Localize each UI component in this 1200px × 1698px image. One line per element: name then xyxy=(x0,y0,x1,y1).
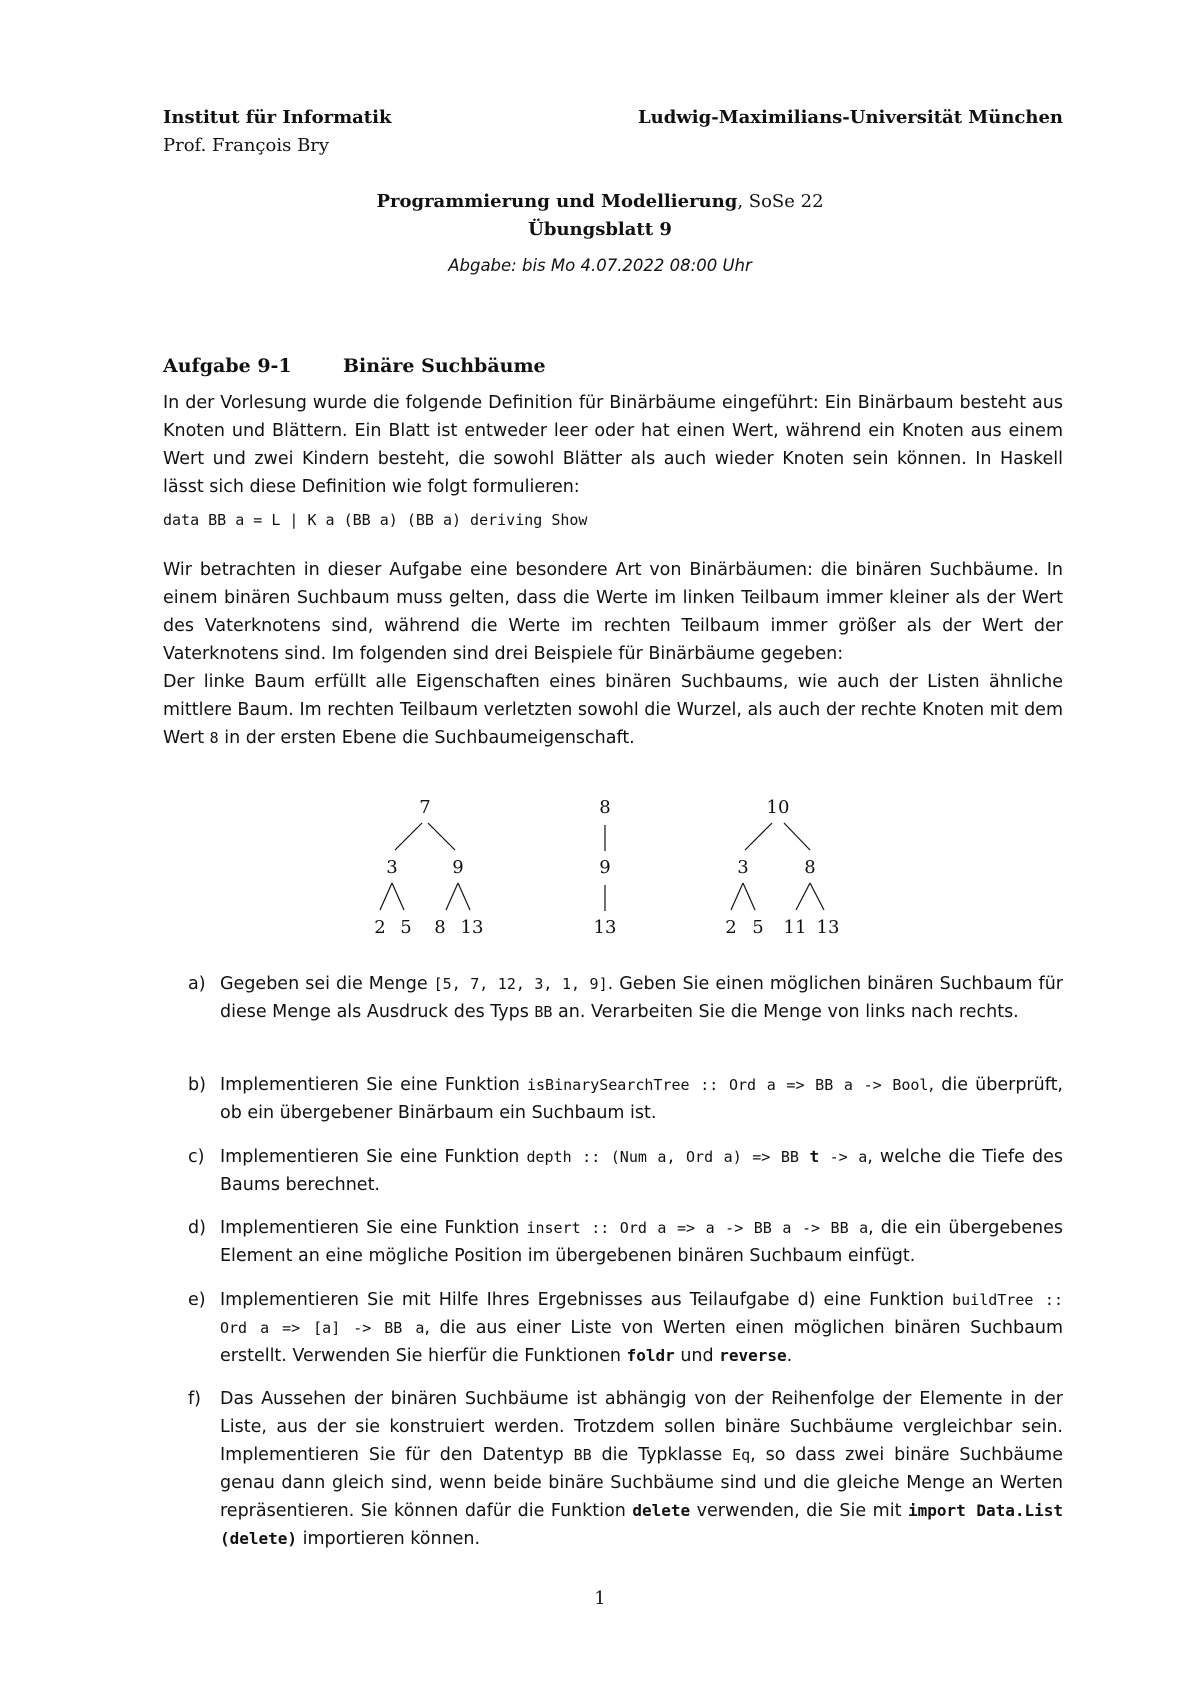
node: 3 xyxy=(386,857,398,878)
subtask-body xyxy=(220,970,1063,1026)
subtask-label: f) xyxy=(188,1389,201,1409)
text: Implementieren Sie eine Funktion xyxy=(220,1218,527,1238)
text: . xyxy=(786,1346,793,1366)
node: 8 xyxy=(434,917,446,938)
code: Eq xyxy=(732,1446,751,1464)
text: , so dass zwei binäre Suchbäume genau dann gleich sind, wenn beide binäre Suchbäume sind und die gleiche Menge an Werten repräsentieren. Sie können dafür die Funktion xyxy=(220,1445,1063,1521)
professor-name: Prof. François Bry xyxy=(163,135,330,156)
subtask-body xyxy=(220,1071,1063,1127)
edge xyxy=(380,883,392,910)
node: 2 xyxy=(725,917,737,938)
text: importieren können. xyxy=(297,1529,481,1549)
code: BB xyxy=(573,1446,592,1464)
code: isBinarySearchTree :: Ord a => BB a -> Bool xyxy=(527,1076,929,1094)
explanation-paragraph xyxy=(163,556,1063,752)
left-tree xyxy=(374,797,483,938)
course-term: , SoSe 22 xyxy=(737,191,824,212)
subtask-c xyxy=(188,1143,1063,1199)
node: 13 xyxy=(460,917,484,938)
course-title xyxy=(0,188,1200,216)
task-number: Aufgabe 9-1 xyxy=(163,355,292,377)
text: an. Verarbeiten Sie die Menge von links nach rechts. xyxy=(552,1002,1019,1022)
subtask-f xyxy=(188,1385,1063,1553)
edge xyxy=(731,883,743,910)
text: , die ein übergebenes Element an eine mögliche Position im übergebenen binären Suchbaum einfügt. xyxy=(220,1218,1063,1266)
explanation-text: Wir betrachten in dieser Aufgabe eine besondere Art von Binärbäumen: die binären Suchbäume. In einem binären Suchbaum muss gelten, dass die Werte im linken Teilbaum immer kleiner als der Wert des Vaterknotens sind, während die Werte im rechten Teilbaum immer größer als der Wert der Vaterknotens sind. Im folgenden sind drei Beispiele für Binärbäume gegeben: xyxy=(163,560,1063,664)
subtask-body xyxy=(220,1214,1063,1270)
code: BB xyxy=(534,1003,553,1021)
deadline: Abgabe: bis Mo 4.07.2022 08:00 Uhr xyxy=(448,256,752,275)
header-left xyxy=(163,104,391,160)
code: -> a xyxy=(819,1148,868,1166)
text: , die aus einer Liste von Werten einen möglichen binären Suchbaum erstellt. Verwenden Sie hierfür die Funktionen xyxy=(220,1318,1063,1366)
subtask-body xyxy=(220,1143,1063,1199)
institute-name: Institut für Informatik xyxy=(163,107,392,128)
edge xyxy=(784,823,810,850)
code-definition: data BB a = L | K a (BB a) (BB a) deriving Show xyxy=(163,511,588,529)
edge xyxy=(458,883,470,910)
code: delete xyxy=(632,1501,691,1520)
sheet-title: Übungsblatt 9 xyxy=(528,219,672,240)
course-name: Programmierung und Modellierung xyxy=(376,191,738,212)
node: 7 xyxy=(419,797,431,818)
subtask-label: d) xyxy=(188,1218,206,1238)
text: Implementieren Sie eine Funktion xyxy=(220,1075,527,1095)
subtask-body xyxy=(220,1286,1063,1370)
node: 2 xyxy=(374,917,386,938)
subtask-label: b) xyxy=(188,1075,206,1095)
node: 8 xyxy=(599,797,611,818)
university-name: Ludwig-Maximilians-Universität München xyxy=(637,107,1063,128)
code: depth :: (Num a, Ord a) => BB xyxy=(526,1148,810,1166)
trees-desc-a: Der linke Baum erfüllt alle Eigenschaften eines binären Suchbaums, wie auch der Listen ähnliche mittlere Baum. Im rechten Teilbaum verletzten sowohl die Wurzel, als auch der rechte Knoten mit dem Wert xyxy=(163,672,1063,748)
edge xyxy=(745,823,772,850)
node: 9 xyxy=(452,857,464,878)
intro-paragraph: In der Vorlesung wurde die folgende Definition für Binärbäume eingeführt: Ein Binärbaum besteht aus Knoten und Blättern. Ein Blatt ist entweder leer oder hat einen Wert, während ein Knoten aus einem Wert und zwei Kindern besteht, die sowohl Blätter als auch wieder Knoten sein können. In Haskell lässt sich diese Definition wie folgt formulieren: xyxy=(163,393,1063,497)
node: 5 xyxy=(752,917,764,938)
text: Das Aussehen der binären Suchbäume ist abhängig von der Reihenfolge der Elemente in der Liste, aus der sie konstruiert werden. Trotzdem sollen binäre Suchbäume vergleichbar sein. Implementieren Sie für den Datentyp xyxy=(220,1389,1063,1465)
code: t xyxy=(809,1147,820,1166)
node: 13 xyxy=(816,917,840,938)
code: insert :: Ord a => a -> BB a -> BB a xyxy=(526,1219,869,1237)
task-name: Binäre Suchbäume xyxy=(343,355,546,377)
code: [5, 7, 12, 3, 1, 9] xyxy=(433,975,608,993)
text: , die überprüft, ob ein übergebener Binärbaum ein Suchbaum ist. xyxy=(220,1075,1063,1123)
subtask-label: c) xyxy=(188,1147,205,1167)
text: verwenden, die Sie mit xyxy=(690,1501,908,1521)
page-number: 1 xyxy=(594,1588,606,1609)
code: buildTree :: Ord a => [a] -> BB a xyxy=(220,1291,1063,1337)
task-heading xyxy=(163,355,546,377)
subtask-e xyxy=(188,1286,1063,1370)
subtask-d xyxy=(188,1214,1063,1270)
title-block xyxy=(0,188,1200,280)
text: Gegeben sei die Menge xyxy=(220,974,434,994)
edge xyxy=(743,883,755,910)
example-trees-figure xyxy=(340,795,900,945)
edge xyxy=(428,823,455,850)
middle-tree xyxy=(594,797,617,938)
node: 10 xyxy=(766,797,790,818)
trees-description xyxy=(163,672,1063,748)
code: reverse xyxy=(719,1346,787,1365)
text: die Typklasse xyxy=(591,1445,733,1465)
node: 13 xyxy=(593,917,617,938)
edge xyxy=(395,823,422,850)
edge xyxy=(392,883,404,910)
text: , welche die Tiefe des Baums berechnet. xyxy=(220,1147,1063,1195)
subtask-b xyxy=(188,1071,1063,1127)
text: und xyxy=(674,1346,720,1366)
code: import Data.List (delete) xyxy=(220,1501,1064,1548)
subtask-body xyxy=(220,1385,1063,1553)
node: 9 xyxy=(599,857,611,878)
edge xyxy=(446,883,458,910)
text: Implementieren Sie mit Hilfe Ihres Ergebnisses aus Teilaufgabe d) eine Funktion xyxy=(220,1290,953,1310)
subtask-label: a) xyxy=(188,974,206,994)
trees-desc-b: in der ersten Ebene die Suchbaumeigenschaft. xyxy=(218,728,635,748)
node: 8 xyxy=(804,857,816,878)
node: 5 xyxy=(400,917,412,938)
subtask-a xyxy=(188,970,1063,1026)
node: 3 xyxy=(737,857,749,878)
trees-desc-value: 8 xyxy=(209,729,219,747)
right-tree xyxy=(725,797,839,938)
node: 11 xyxy=(783,917,807,938)
subtask-label: e) xyxy=(188,1290,206,1310)
edge xyxy=(796,883,810,910)
text: Implementieren Sie eine Funktion xyxy=(220,1147,527,1167)
text: . Geben Sie einen möglichen binären Suchbaum für diese Menge als Ausdruck des Typs xyxy=(220,974,1063,1022)
edge xyxy=(810,883,824,910)
code: foldr xyxy=(626,1346,675,1365)
